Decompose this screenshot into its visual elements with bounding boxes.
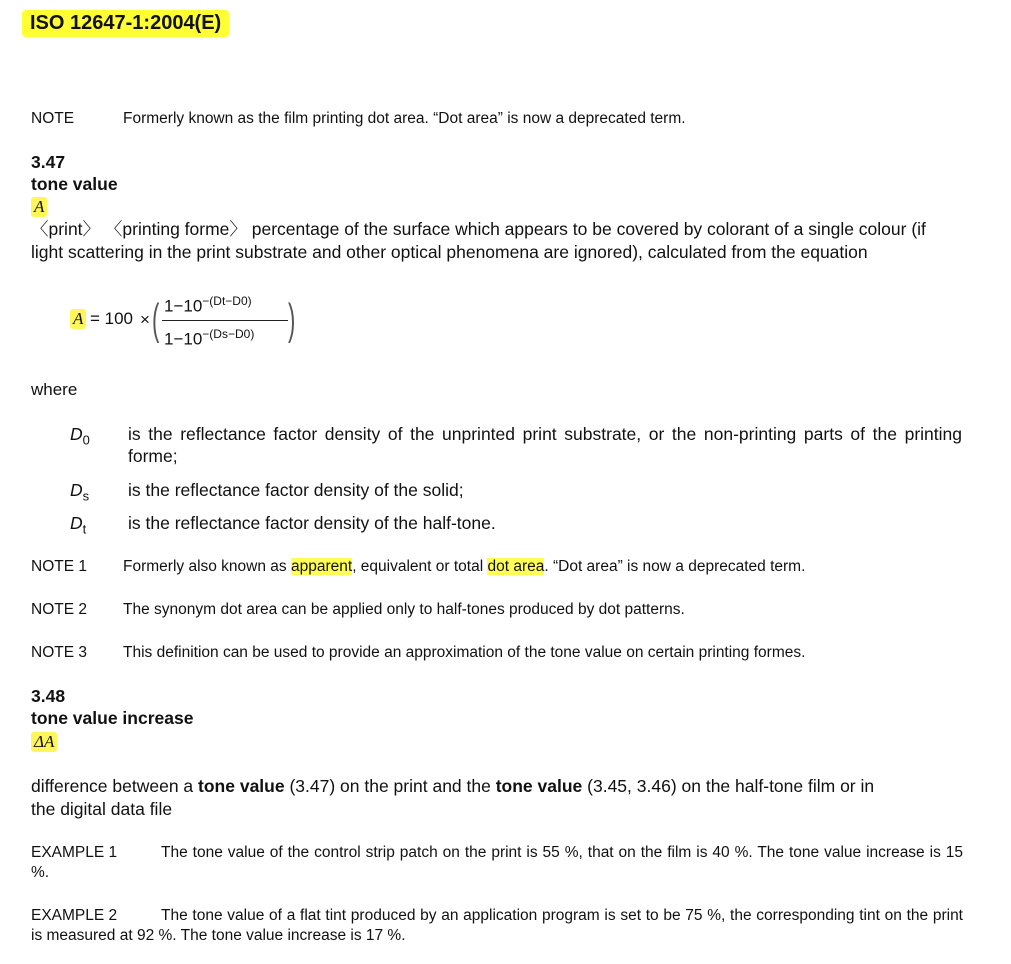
equation-equals: = 100 — [90, 309, 134, 328]
definition-line-2: light scattering in the print substrate and other optical phenomena are ignored), calculated from the equation — [31, 242, 868, 262]
document-id-header: ISO 12647-1:2004(E) — [22, 10, 229, 37]
tone-value-equation — [66, 292, 306, 352]
equation-lhs: A — [73, 309, 84, 328]
section-number: 3.47 — [31, 152, 66, 172]
top-note — [31, 110, 931, 130]
section-number: 3.48 — [31, 686, 66, 706]
where-symbol: $D_s$ — [70, 480, 90, 504]
note-label: NOTE 3 — [31, 644, 87, 661]
where-symbol: $D_0$ — [70, 424, 90, 448]
where-item — [0, 423, 1011, 469]
term-title: tone value increase — [31, 708, 194, 728]
fraction-bar — [162, 320, 288, 321]
equation-times: × — [140, 310, 150, 329]
example-text: The tone value of a flat tint produced by an application program is set to be 75 %, the corresponding tint on the print is measured at 92 %. The tone value increase is 17 %. — [31, 907, 963, 944]
right-paren-icon: ) — [288, 295, 296, 344]
definition-line-1: difference between a tone value (3.47) on the print and the tone value (3.45, 3.46) on the half-tone film or in — [31, 776, 875, 796]
example-label: EXAMPLE 1 — [31, 844, 118, 861]
note-2 — [31, 601, 971, 623]
where-item — [0, 479, 1011, 503]
example-text: The tone value of the control strip patch on the print is 55 %, that on the film is 40 %. The tone value increase is 15 %. — [31, 844, 963, 881]
note-text: The synonym dot area can be applied only to half-tones produced by dot patterns. — [123, 601, 685, 618]
note-label: NOTE 2 — [31, 601, 87, 618]
highlight-apparent: apparent — [290, 558, 353, 575]
example-label: EXAMPLE 2 — [31, 907, 118, 924]
note-text: This definition can be used to provide an approximation of the tone value on certain printing formes. — [123, 644, 806, 661]
left-paren-icon: ( — [152, 295, 160, 344]
term-symbol: A — [31, 197, 47, 217]
term-symbol: ΔA — [31, 732, 57, 752]
definition-line-1: 〈print〉 〈printing forme〉 percentage of the surface which appears to be covered by colorant of a single colour (if — [31, 219, 926, 239]
where-description: is the reflectance factor density of the solid; — [128, 480, 464, 500]
definition-line-2: the digital data file — [31, 799, 173, 819]
note-label: NOTE — [31, 110, 75, 127]
highlight-dot-area: dot area — [487, 558, 545, 575]
note-3 — [31, 644, 971, 666]
note-text: Formerly also known as apparent, equivalent or total dot area. “Dot area” is now a deprecated term. — [123, 558, 806, 575]
note-text: Formerly known as the film printing dot area. “Dot area” is now a deprecated term. — [123, 110, 686, 127]
note-1 — [31, 558, 971, 580]
example-2 — [31, 906, 963, 946]
where-symbol: $D_t$ — [70, 513, 87, 537]
note-label: NOTE 1 — [31, 558, 87, 575]
where-label: where — [31, 380, 78, 399]
equation-numerator: $1-10^{-(Dt-D0)}$ — [164, 294, 252, 316]
where-description: is the reflectance factor density of the unprinted print substrate, or the non-printing parts of the printing forme; — [128, 424, 962, 466]
where-item — [0, 512, 1011, 536]
term-title: tone value — [31, 174, 118, 194]
example-1 — [31, 843, 963, 883]
equation-denominator: $1-10^{-(Ds-D0)}$ — [164, 327, 255, 349]
where-description: is the reflectance factor density of the half-tone. — [128, 513, 496, 533]
